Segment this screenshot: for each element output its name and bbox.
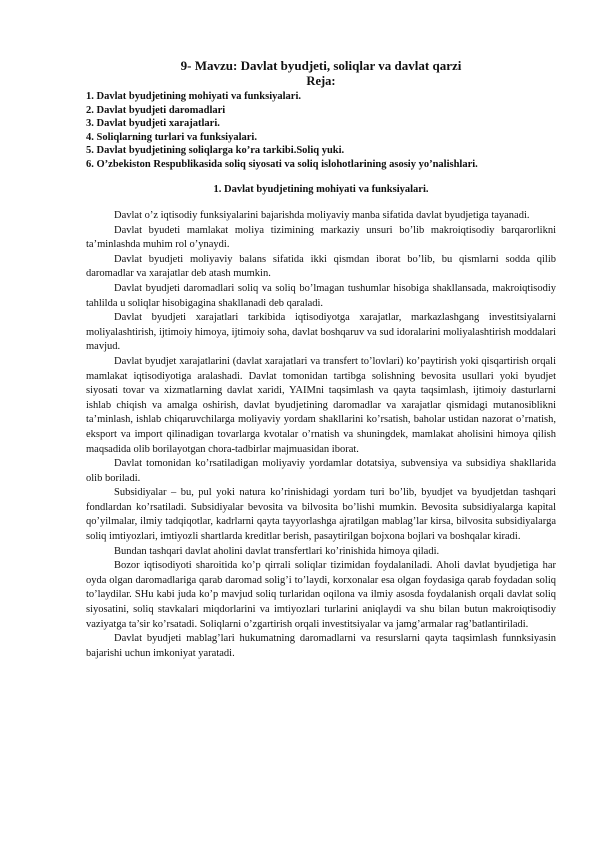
paragraph: Davlat byudjet xarajatlarini (davlat xarajatlari va transfert to’lovlari) ko’paytirish yoki qisqartirish orqali mamlakat iqtisodiyotiga aralashadi. Davlat tomonidan tartibga solishning bevosita usullari yoki byudjet siyosati tovar va xizmatlarning davlat xaridi, YAIMni taqsimlash va qayta taqsimlash, ijtimoiy dasturlarni ishlab chiqish va amalga oshirish, davlat byudjetining daromadlar va xarajatlar qismidagi mutanosiblikni ta’minlash, ishlab chiqaruvchilarga moliyaviy yordam shakllarini ko’rsatish, baholar ustidan nazorat o’rnatish, eksport va import qilinadigan tovarlarga kvotalar o’rnatish va shuningdek, mamlakat aholisini himoya qilish maqsadida olib borilayotgan chora-tadbirlar majmuasidan iborat.	[86, 355, 556, 455]
plan-item: 3. Davlat byudjeti xarajatlari.	[86, 118, 220, 129]
paragraph: Davlat byudjeti daromadlari soliq va soliq bo’lmagan tushumlar hisobiga shakllansada, makroiqtisodiy tahlilda u soliqlar hisobigagina shakllanadi deb qaraladi.	[86, 282, 556, 309]
section-heading: 1. Davlat byudjetining mohiyati va funksiyalari.	[213, 184, 429, 195]
plan-item: 5. Davlat byudjetining soliqlarga ko’ra tarkibi.Soliq yuki.	[86, 145, 345, 156]
paragraph: Davlat byudjeti xarajatlari tarkibida iqtisodiyotga xarajatlar, markazlashgang investitsiyalarni moliyalashtirish, ijtimoiy himoya, ijtimoiy soha, davlat boshqaruv va sud idoralarini moliyalashtirish moddalari mavjud.	[86, 312, 556, 353]
paragraph: Davlat byudjeti moliyaviy balans sifatida ikki qismdan iborat bo’lib, bu qismlarni sodda qilib daromadlar va xarajatlar deb atash mumkin.	[86, 253, 556, 280]
paragraph: Davlat byudeti mamlakat moliya tizimining markaziy unsuri bo’lib makroiqtisodiy barqarorlikni ta’minlashda muhim rol o’ynaydi.	[86, 224, 556, 251]
paragraph: Davlat tomonidan ko’rsatiladigan moliyaviy yordamlar dotatsiya, subvensiya va subsidiya shakllarida olib boriladi.	[86, 458, 556, 484]
document-page	[86, 58, 556, 661]
document-title: 9- Mavzu: Davlat byudjeti, soliqlar va davlat qarzi	[180, 58, 462, 73]
plan-item: 1. Davlat byudjetining mohiyati va funksiyalari.	[86, 91, 301, 102]
paragraph: Subsidiyalar – bu, pul yoki natura ko’rinishidagi yordam turi bo’lib, byudjet va byudjetdan tashqari fondlardan ko’rsatiladi. Subsidiyalar bevosita va bilvosita bo’lishi mumkin. Bevosita subsidiyalarga kapital qo’yilmalar, ilmiy tadqiqotlar, kadrlarni qayta tayyorlashga ajratilgan mablag’lar kirsa, bilvosita subsidiyalarga soliq imtiyozlari, imtiyozli shartlarda kreditlar berish, pasaytirilgan bojxona bojlari va boshqalar kiradi.	[86, 487, 556, 543]
paragraph: Davlat byudjeti mablag’lari hukumatning daromadlarni va resurslarni qayta taqsimlash funnksiyasin bajarishi uchun imkoniyat yaratadi.	[86, 633, 556, 659]
paragraph: Davlat o’z iqtisodiy funksiyalarini bajarishda moliyaviy manba sifatida davlat byudjetiga tayanadi.	[114, 210, 530, 221]
plan-item: 6. O’zbekiston Respublikasida soliq siyosati va soliq islohotlarining asosiy yo’nalishlari.	[86, 158, 478, 170]
plan-list	[86, 90, 556, 171]
paragraph: Bundan tashqari davlat aholini davlat transfertlari ko’rinishida himoya qiladi.	[114, 545, 440, 557]
plan-item: 2. Davlat byudjeti daromadlari	[86, 104, 226, 116]
paragraph: Bozor iqtisodiyoti sharoitida ko’p qirrali soliqlar tizimidan foydalaniladi. Aholi davlat byudjetiga har oyda olgan daromadlariga qarab daromad solig’i to’laydi, korxonalar esa olgan foydasiga qarab foydadan soliq to’laydilar. SHu kabi juda ko’p mavjud soliq turlaridan oqilona va ilmiy asosda foydalanish orqali davlat soliq siyosatini, soliq stavkalari miqdorlarini va imtiyozlari turlarini aniqlaydi va shu bilan butun makroiqtisodiy vaziyatga ta’sir ko’rsatadi. Soliqlarni o’zgartirish orqali investitsiyalar va jamg’armalar rag’batlantiriladi.	[86, 560, 556, 630]
plan-item: 4. Soliqlarning turlari va funksiyalari.	[86, 131, 257, 143]
plan-heading: Reja:	[306, 74, 336, 88]
